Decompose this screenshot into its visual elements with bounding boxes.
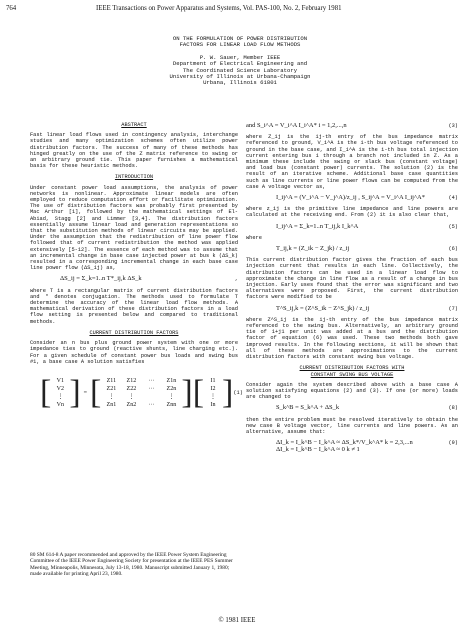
equation-1 [30,370,243,416]
paper-title-line-2: FACTORS FOR LINEAR LOAD FLOW METHODS [179,41,301,49]
equation-2-number: , [234,276,238,283]
base-case-text: Consider again the system described above with a base case A solution satisfying equations (2) and (3). If one (or more) loads are changed to [246,381,458,401]
affiliation-line-2: The Coordinated Science Laboratory [182,66,298,74]
equation-7 [246,306,458,312]
equation-9-number: (9) [448,440,458,447]
equation-3 [246,123,458,129]
equation-4-number: (4) [448,195,458,202]
equation-2 [30,276,238,282]
page-number: 764 [6,5,17,12]
left-column [30,118,243,421]
distribution-factor-text: where T is a rectangular matrix of current distribution factors and * denotes conjugation. The methods used to formulate T determine the accuracy of the linear load flow methods. A mathematical derivation of these distribution factors in a load flow setting is presented below and compared to traditional methods. [30,287,238,325]
running-header [6,5,468,17]
title-block [90,36,390,87]
copyright-footer: © 1981 IEEE [218,617,256,624]
equation-1-number: (1) [233,389,243,396]
impedance-matrix: Z11 Z12 ··· Z1n Z21 Z22 ··· Z2n ⋮ ⋮ ⋮ Zn1 Zn2 ··· Znn [106,377,177,408]
where-text: where [246,234,262,241]
affiliation-line-4: Urbana, Illinois 61801 [203,79,277,87]
equation-4-body: I_ij^A = (V_i^A − V_j^A)/z_ij , S_ij^A = V_i^A I_ij^A* [276,194,425,202]
affiliation-line-1: Department of Electrical Engineering and [172,60,308,68]
footnote [30,552,238,577]
impedance-definition-text: where Z_ij is the ij-th entry of the bus impedance matrix referenced to ground, V_i^A is the i-th bus voltage referenced to ground in the base case, and I_i^A is the i-th bus total injection current entering bus i through a branch not included in Z. As a minimum these include the swing or slack bus (constant voltage) and load bus (constant power) currents. The solution (2) is the result of an iterative scheme. Additional base case quantities such as line currents or line power flows can be computed from the case A voltage vector as, [246,134,458,190]
equation-5 [246,224,458,230]
abstract-text: Fast linear load flows used in contingency analysis, interchange studies and many optimization schemes often utilize power distribution factors. The success of many of these methods has hinged greatly on the use of the Z matrix reference to swing or an arbitrary ground tie. This paper furnishes a mathematical basis for these heuristic methods. [30,132,238,170]
equation-6-number: (6) [448,246,458,253]
equation-5-body: I_ij^A = Σ_k=1..n T_ij,k I_k^A [276,222,359,230]
introduction-heading: INTRODUCTION [114,174,154,181]
equation-9-line-2 [246,447,458,453]
distribution-factor-explanation: This current distribution factor gives the fraction of each bus injection current that results in each line. Collectively, the distribution factors can be used in a linear load flow to approximate the change in line flow as a result of a change in bus injection. Early uses found that the error was significant and two alternatives were proposed. First, the current distribution factors were modified to be [246,257,458,301]
equation-8-number: (8) [448,405,458,412]
equation-5-number: (5) [448,223,458,230]
equation-3-number: (3) [448,123,458,129]
right-column [246,118,458,459]
equation-4 [246,195,458,201]
equation-7-number: (7) [448,305,458,312]
equation-9-body-2: ΔI_k = I_k^B − I_k^A ≈ 0 k ≠ 1 [276,446,360,454]
footnote-text: 80 SM 614-8 A paper recommended and approved by the IEEE Power System Engineering Committee of the IEEE Power Engineering Society for presentation at the IEEE PES Summer Meeting, Minneapolis, Minnesota, July 13-18, 1980. Manuscript submitted January 1, 1980; made available for printing April 23, 1980. [30,552,233,577]
equation-7-body: T^S_ij,k = (Z^S_ik − Z^S_jk) / z_ij [276,304,370,312]
equation-8-body: S_k^B = S_k^A + ΔS_k [276,404,340,412]
current-vector: I1 I2 ⋮ In [210,377,217,408]
author-name: P. W. Sauer, Member IEEE [199,53,281,61]
affiliation-line-3: University of Illinois at Urbana-Champaign [169,73,311,81]
equation-6-body: T_ij,k = (Z_ik − Z_jk) / z_ij [276,245,350,253]
current-distribution-heading: CURRENT DISTRIBUTION FACTORS [89,329,179,336]
resolve-text: then the entire problem must be resolved iteratively to obtain the new case B voltage vector, line currents and line powers. As an alternative, assume that: [246,416,458,435]
impedance-matrix-equation: [ V1 V2 ⋮ Vn ] = [ Z11 Z12 ··· Z1n Z21 Z22 ··· Z2n ⋮ ⋮ ⋮ Zn1 Zn2 ··· Znn ] [ I1 I2 ⋮ In ] [40,373,234,411]
current-distribution-text: Consider an n bus plus ground power system with one or more impedance ties to ground (reactive shunts, line charging etc.). For a given schedule of constant power bus loads and swing bus #1, a base case A solution satisfies [30,340,238,365]
voltage-vector: V1 V2 ⋮ Vn [56,377,64,408]
equation-2-body: ΔS_ij = Σ_k=1..n T*_ij,k ΔS_k [60,275,142,283]
equation-8 [246,405,458,411]
introduction-text: Under constant power load assumptions, the analysis of power networks is nonlinear. Approximate linear models are often employed to reduce computation effort or facilitate optimization. The use of distribution factors was probably first presented by Mac Arthur [1], followed by the mathematical settings of El-Abiad, Stagg [2] and Limmer [3,4]. The distribution factors essentially assume linear load and generation representations so that the substitution methods of linear circuits may be applied. Under the assumption that the redistribution of line power flow followed that of current redistribution the method was applied extensively [5-12]. The essence of each method was to assume that an incremental change in base case injected power at bus k (ΔS_k) resulted in a corresponding incremental change in each base case line power flow (ΔS_ij) as, [30,184,238,272]
paper-title-line-1: ON THE FORMULATION OF POWER DISTRIBUTION [172,35,308,42]
equation-9-body: ΔI_k = I_k^B − I_k^A ≈ ΔS_k*/V_k^A* k = 2,3,...n [276,439,413,447]
journal-citation: IEEE Transactions on Power Apparatus and Systems, Vol. PAS-100, No. 2, February 1981 [96,5,342,12]
swing-bus-text: where Z^S_ij is the ij-th entry of the bus impedance matrix referenced to the swing bus. Alternatively, an arbitrary ground tie of 1+j1 per unit was added at a bus and the distribution factor of equation (6) was used. These two methods both gave improved results. In the following sections, it will be shown that all of these methods are approximations to the current distribution factors with constant swing bus voltage. [246,316,458,361]
constant-swing-heading-1: CURRENT DISTRIBUTION FACTORS WITH [299,365,405,372]
equation-6 [246,246,458,252]
constant-swing-heading-2: CONSTANT SWING BUS VOLTAGE [310,371,394,378]
abstract-heading: ABSTRACT [121,122,147,128]
line-impedance-text: where z_ij is the primitive line impedance and line powers are calculated at the receiving end. From (2) it is also clear that, [246,206,458,219]
equation-3-body: and S_i^A = V_i^A I_i^A* i = 1,2,...,n [246,122,347,129]
